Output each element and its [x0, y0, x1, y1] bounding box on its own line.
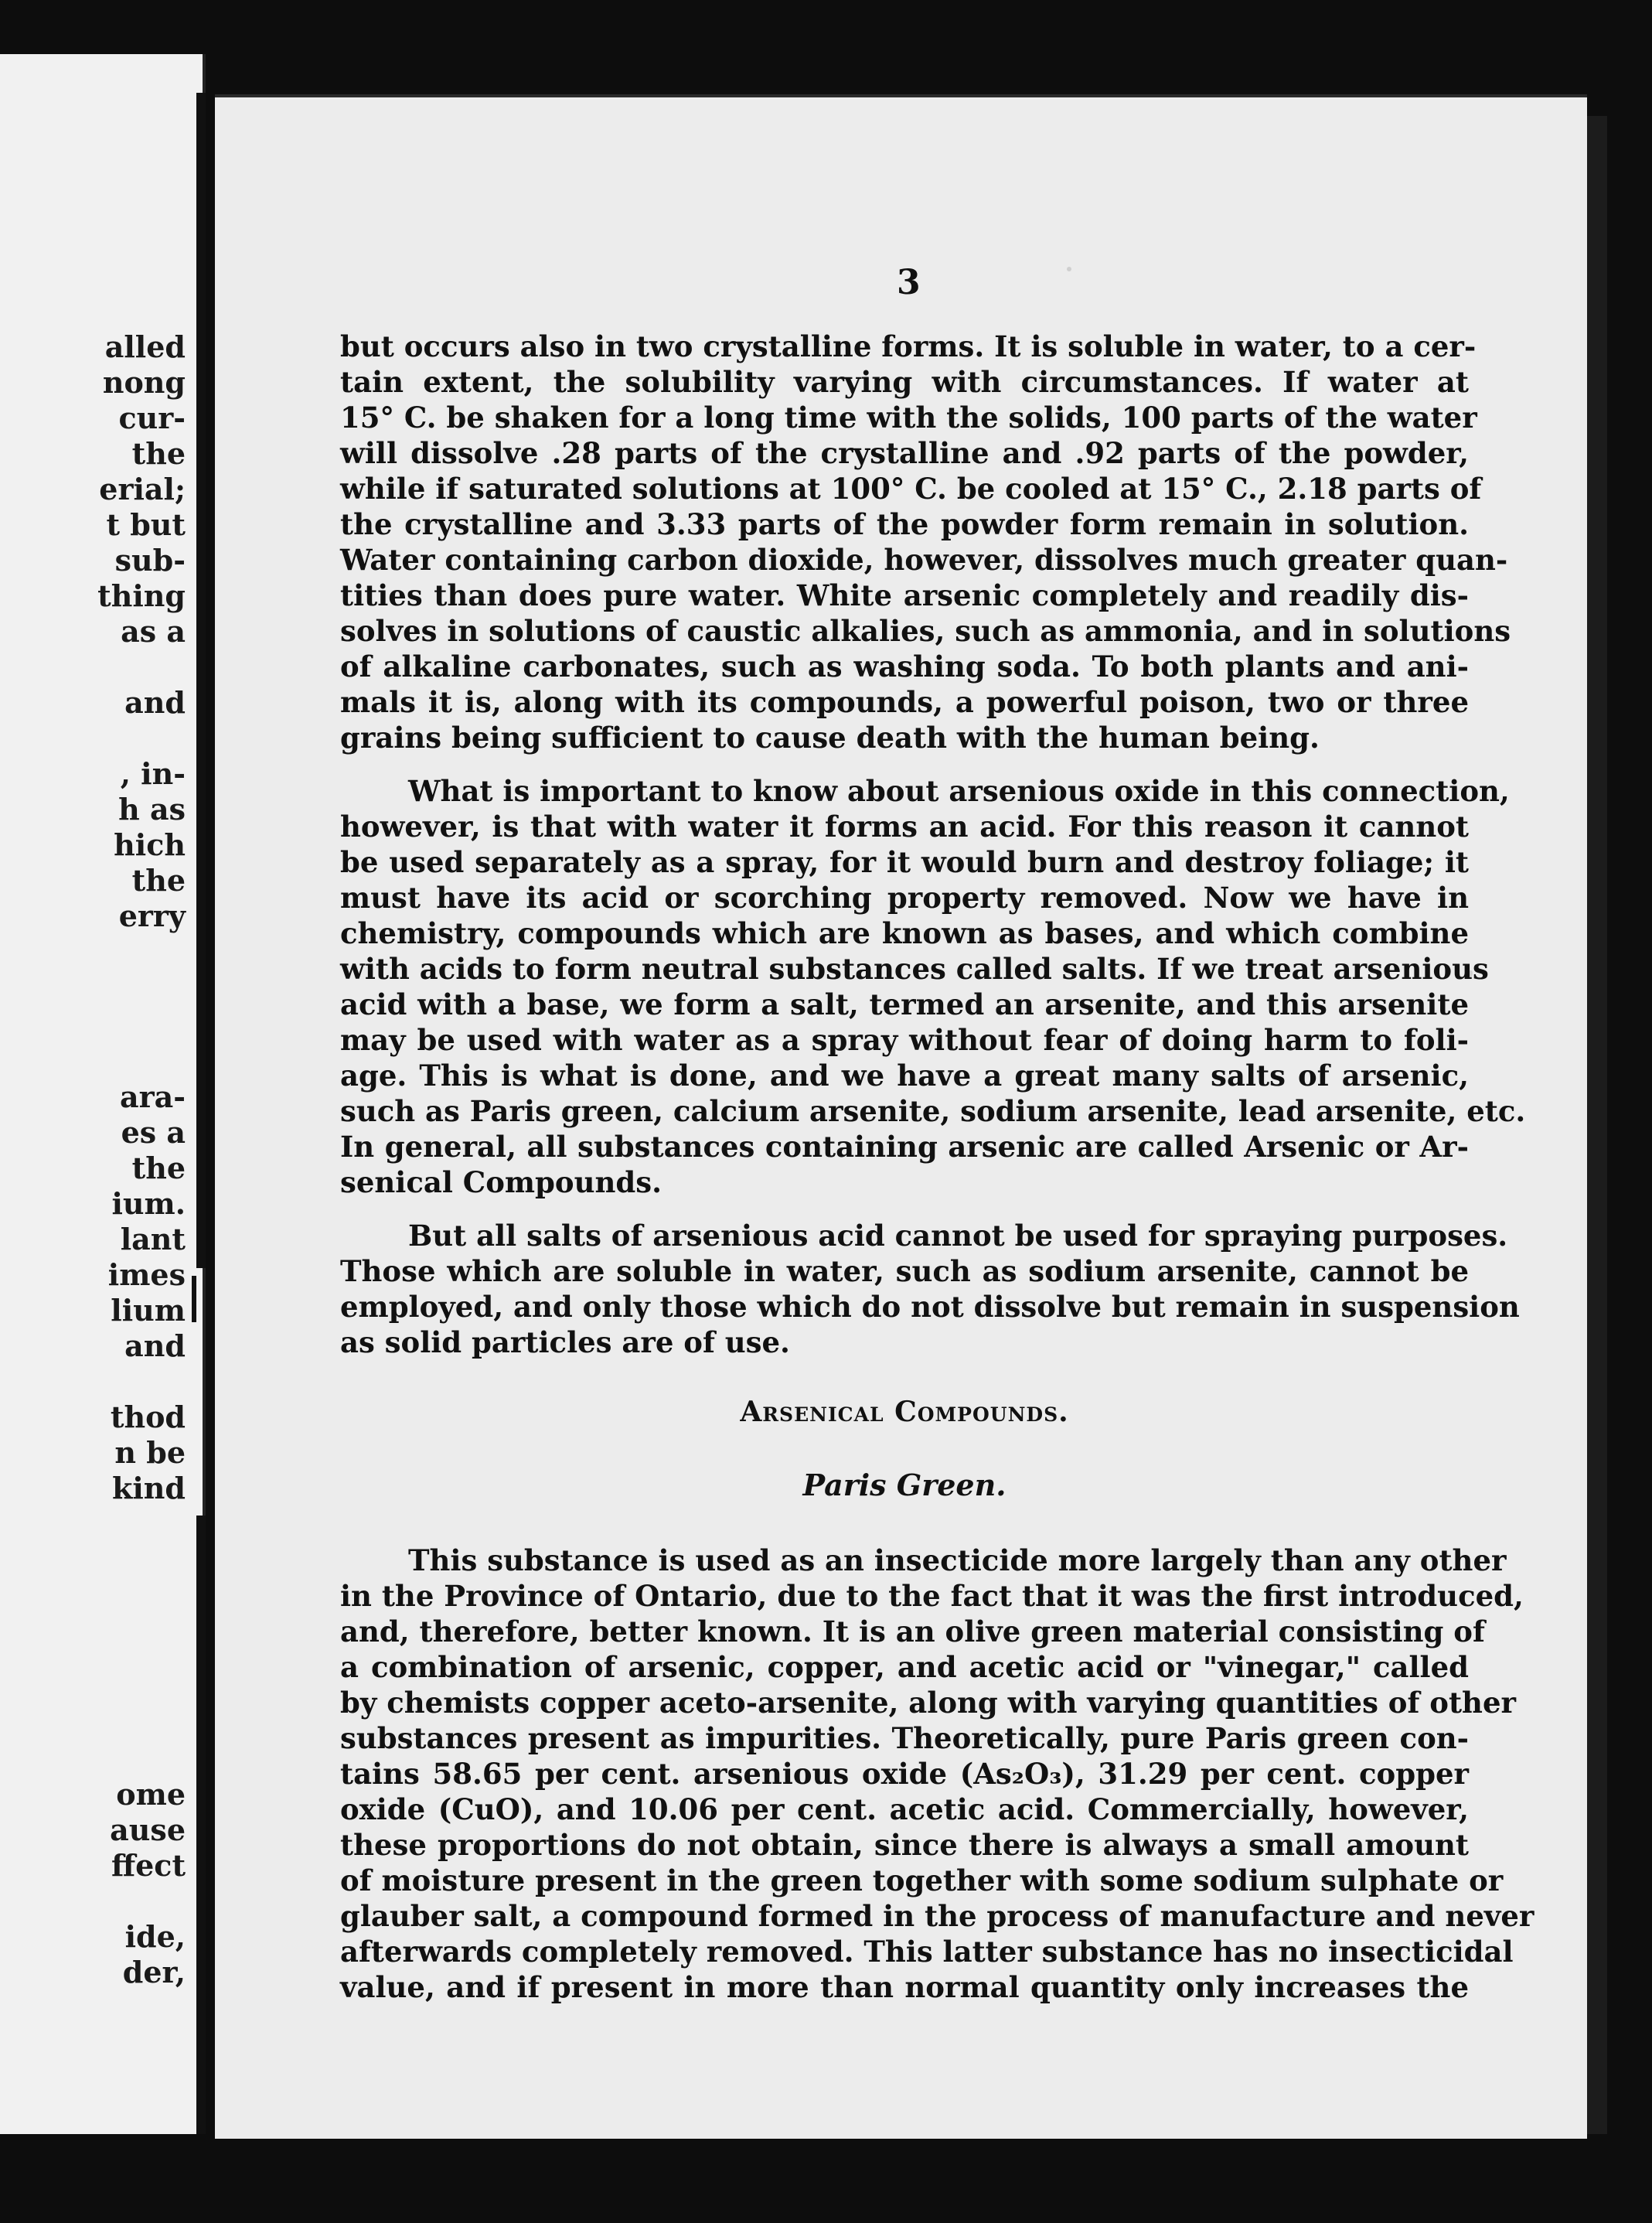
page-edge-shadow	[1587, 116, 1607, 2134]
text-line: as solid particles are of use.	[340, 1325, 790, 1359]
paragraph-3	[340, 1218, 1520, 1360]
text-line: solves in solutions of caustic alkalies, such as ammonia, and in solutions	[340, 614, 1511, 648]
gutter-mark	[196, 93, 206, 1268]
left-facing-page	[0, 54, 206, 2134]
text-line: Water containing carbon dioxide, however, dissolves much greater quan-	[340, 543, 1508, 577]
gutter-mark	[192, 1276, 196, 1322]
text-line: grains being sufficient to cause death with the human being.	[340, 721, 1320, 755]
text-line: must have its acid or scorching property removed. Now we have in	[340, 881, 1469, 915]
left-fragment: erry	[118, 898, 186, 933]
left-fragment: hich	[114, 827, 186, 862]
text-line: But all salts of arsenious acid cannot be used for spraying purposes.	[408, 1219, 1508, 1253]
left-fragment: ium.	[111, 1186, 186, 1221]
paragraph-1	[340, 329, 1511, 755]
text-line: value, and if present in more than normal quantity only increases the	[340, 1970, 1469, 2004]
text-line: tains 58.65 per cent. arsenious oxide (As₂O₃), 31.29 per cent. copper	[340, 1757, 1469, 1791]
left-fragment: the	[131, 863, 186, 898]
text-line: and, therefore, better known. It is an olive green material consisting of	[340, 1614, 1485, 1648]
text-line: these proportions do not obtain, since there is always a small amount	[340, 1828, 1469, 1862]
text-line: tain extent, the solubility varying with circumstances. If water at	[340, 365, 1469, 399]
left-fragment: ome	[116, 1777, 186, 1812]
left-fragment: the	[131, 1151, 186, 1185]
paragraph-2	[340, 773, 1526, 1200]
text-line: Those which are soluble in water, such as sodium arsenite, cannot be	[340, 1254, 1469, 1288]
left-fragment: as a	[121, 614, 186, 649]
text-line: age. This is what is done, and we have a great many salts of arsenic,	[340, 1059, 1469, 1093]
text-line: but occurs also in two crystalline forms. It is soluble in water, to a cer-	[340, 329, 1477, 363]
text-line: chemistry, compounds which are known as bases, and which combine	[340, 916, 1469, 950]
text-line: oxide (CuO), and 10.06 per cent. acetic acid. Commercially, however,	[340, 1792, 1469, 1826]
text-line: by chemists copper aceto-arsenite, along with varying quantities of other	[340, 1686, 1516, 1720]
left-fragment: ide,	[124, 1919, 186, 1954]
text-line: will dissolve .28 parts of the crystalline and .92 parts of the powder,	[340, 436, 1469, 470]
left-fragment: der,	[122, 1955, 186, 1989]
left-fragment: ara-	[119, 1079, 186, 1114]
left-fragment: h as	[118, 792, 186, 827]
left-fragment: and	[124, 685, 186, 720]
text-line: tities than does pure water. White arsenic completely and readily dis-	[340, 578, 1469, 612]
left-fragment: alled	[104, 329, 186, 364]
text-line: in the Province of Ontario, due to the fact that it was the first introduced,	[340, 1579, 1524, 1613]
left-fragment: ause	[110, 1812, 186, 1847]
left-fragment: kind	[112, 1471, 186, 1505]
left-fragment: t but	[106, 507, 186, 542]
text-line: may be used with water as a spray without fear of doing harm to foli-	[340, 1023, 1469, 1057]
text-line: senical Compounds.	[340, 1165, 662, 1199]
text-line: acid with a base, we form a salt, termed an arsenite, and this arsenite	[340, 987, 1469, 1021]
gutter-mark	[196, 1516, 206, 2134]
left-fragment: cur-	[118, 401, 186, 435]
text-line: In general, all substances containing arsenic are called Arsenic or Ar-	[340, 1130, 1469, 1164]
left-fragment: the	[131, 436, 186, 471]
left-fragment: es a	[121, 1115, 186, 1150]
left-fragment: nong	[102, 365, 186, 400]
text-line: glauber salt, a compound formed in the process of manufacture and never	[340, 1899, 1534, 1933]
left-fragment: erial;	[99, 472, 186, 506]
text-line: afterwards completely removed. This latter substance has no insecticidal	[340, 1935, 1514, 1969]
left-fragment: lium	[111, 1293, 186, 1328]
text-line: the crystalline and 3.33 parts of the powder form remain in solution.	[340, 507, 1469, 541]
text-line: of alkaline carbonates, such as washing soda. To both plants and ani-	[340, 650, 1469, 684]
speck	[1067, 267, 1071, 271]
text-line: What is important to know about arsenious oxide in this connection,	[408, 774, 1510, 808]
text-line: mals it is, along with its compounds, a powerful poison, two or three	[340, 685, 1469, 719]
text-line: substances present as impurities. Theoretically, pure Paris green con-	[340, 1721, 1469, 1755]
text-line: employed, and only those which do not dissolve but remain in suspension	[340, 1290, 1520, 1324]
text-line: such as Paris green, calcium arsenite, sodium arsenite, lead arsenite, etc.	[340, 1094, 1526, 1128]
left-fragment: imes	[107, 1257, 186, 1292]
text-line: while if saturated solutions at 100° C. be cooled at 15° C., 2.18 parts of	[340, 472, 1482, 506]
left-fragment: and	[124, 1328, 186, 1363]
text-line: a combination of arsenic, copper, and acetic acid or "vinegar," called	[340, 1650, 1469, 1684]
left-fragment: thod	[110, 1400, 186, 1434]
section-heading: Arsenical Compounds.	[740, 1396, 1069, 1428]
text-line: be used separately as a spray, for it would burn and destroy foliage; it	[340, 845, 1469, 879]
left-fragment: thing	[97, 578, 186, 613]
text-line: with acids to form neutral substances called salts. If we treat arsenious	[340, 952, 1489, 986]
text-line: however, is that with water it forms an acid. For this reason it cannot	[340, 810, 1469, 844]
text-line: 15° C. be shaken for a long time with the solids, 100 parts of the water	[340, 401, 1477, 435]
page-number: 3	[897, 263, 921, 302]
left-fragment: ffect	[111, 1848, 186, 1883]
text-line: of moisture present in the green together with some sodium sulphate or	[340, 1863, 1504, 1897]
left-fragment: lant	[120, 1222, 186, 1256]
text-line: This substance is used as an insecticide more largely than any other	[408, 1543, 1507, 1577]
subsection-heading: Paris Green.	[802, 1468, 1007, 1502]
left-fragment: sub-	[114, 543, 186, 578]
paragraph-4	[340, 1543, 1534, 2005]
left-fragment: , in-	[120, 756, 186, 791]
left-fragment: n be	[114, 1435, 186, 1470]
